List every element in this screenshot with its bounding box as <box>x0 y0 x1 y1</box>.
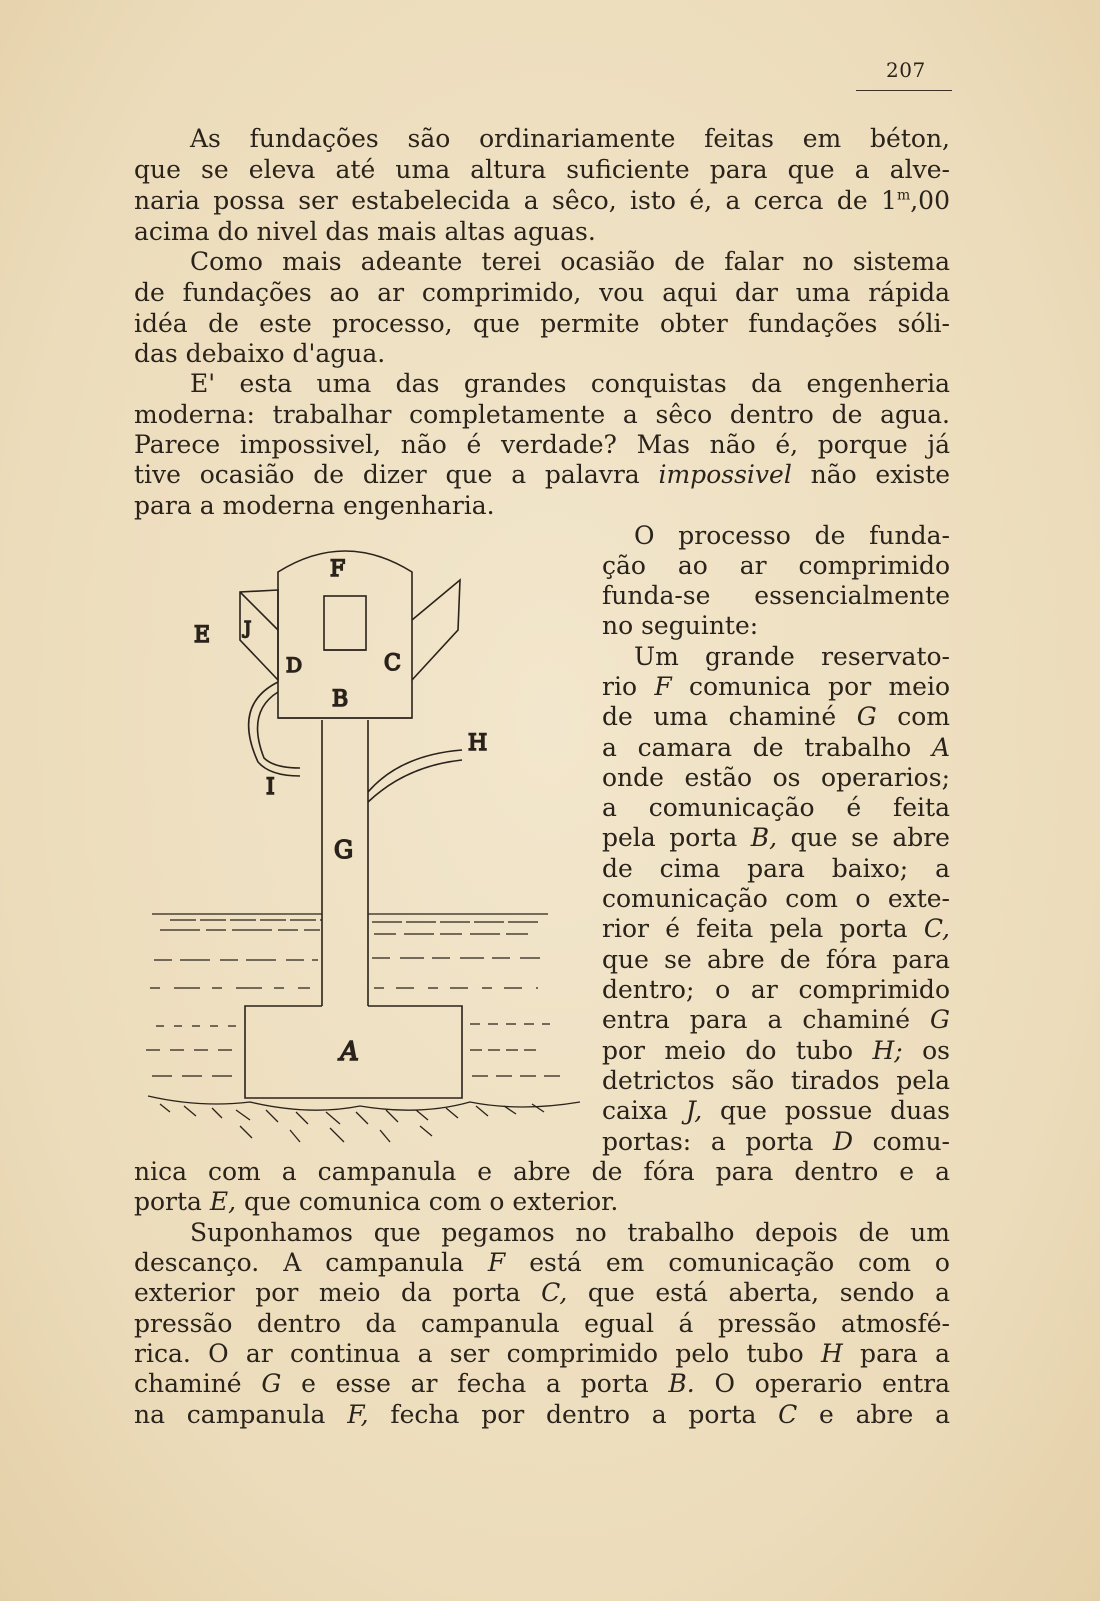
text-line: tive ocasião de dizer que a palavra impossivel não existe <box>134 460 950 489</box>
text-line: descanço. A campanula F está em comunicação com o <box>134 1248 950 1277</box>
label-b: B <box>332 687 349 712</box>
side-line: de cima para baixo; a <box>602 854 950 883</box>
side-line: caixa J, que possue duas <box>602 1096 950 1125</box>
label-h: H <box>468 731 488 756</box>
side-line: a comunicação é feita <box>602 793 950 822</box>
label-f: F <box>330 557 346 582</box>
text-line: Suponhamos que pegamos no trabalho depois de um <box>190 1218 950 1247</box>
text-line: rica. O ar continua a ser comprimido pelo tubo H para a <box>134 1339 951 1368</box>
pipe-i <box>249 682 300 776</box>
text-line: das debaixo d'agua. <box>134 339 386 368</box>
label-g: G <box>334 836 354 864</box>
text-line: E' esta uma das grandes conquistas da engenheria <box>190 369 950 398</box>
text-line: exterior por meio da porta C, que está aberta, sendo a <box>134 1278 950 1307</box>
text-line: Parece impossivel, não é verdade? Mas não é, porque já <box>134 430 950 459</box>
right-box <box>412 580 460 680</box>
side-line: comunicação com o exte- <box>602 884 950 913</box>
text-line: As fundações são ordinariamente feitas em béton, <box>190 124 950 153</box>
riverbed <box>148 1096 580 1142</box>
side-line: detrictos são tirados pela <box>602 1066 950 1095</box>
text-line: pressão dentro da campanula egual á pressão atmosfé- <box>134 1309 950 1338</box>
pipe-h-inner <box>368 760 462 802</box>
header-rule <box>856 90 952 91</box>
side-line: por meio do tubo H; os <box>602 1036 950 1065</box>
side-line: rior é feita pela porta C, <box>602 914 950 943</box>
side-line: portas: a porta D comu- <box>602 1127 950 1156</box>
label-e: E <box>194 623 211 648</box>
text-line: para a moderna engenharia. <box>134 491 495 520</box>
side-line: dentro; o ar comprimido <box>602 975 950 1004</box>
side-line: rio F comunica por meio <box>602 672 950 701</box>
label-i: I <box>266 775 275 800</box>
side-line: no seguinte: <box>602 611 759 640</box>
water-right <box>368 914 560 1076</box>
text-line: acima do nivel das mais altas aguas. <box>134 217 596 246</box>
text-line: Como mais adeante terei ocasião de falar no sistema <box>190 247 950 276</box>
text-line: idéa de este processo, que permite obter fundações sóli- <box>134 309 950 338</box>
text-line: que se eleva até uma altura suficiente para que a alve- <box>134 155 950 184</box>
label-j: J <box>244 618 252 639</box>
side-line: que se abre de fóra para <box>602 945 950 974</box>
side-line: ção ao ar comprimido <box>602 551 950 580</box>
side-line: a camara de trabalho A <box>602 733 950 762</box>
side-line: O processo de funda- <box>634 521 950 550</box>
side-line: onde estão os operarios; <box>602 763 950 792</box>
side-line: entra para a chaminé G <box>602 1005 950 1034</box>
side-line: funda-se essencialmente <box>602 581 950 610</box>
side-line: Um grande reservato- <box>634 642 950 671</box>
text-line: nica com a campanula e abre de fóra para dentro e a <box>134 1157 950 1186</box>
water-left <box>146 914 322 1076</box>
text-line: chaminé G e esse ar fecha a porta B. O operario entra <box>134 1369 950 1398</box>
side-line: pela porta B, que se abre <box>602 823 950 852</box>
caisson-diagram <box>140 530 590 1150</box>
text-line: moderna: trabalhar completamente a sêco dentro de agua. <box>134 400 950 429</box>
page-number: 207 <box>886 58 926 82</box>
label-c: C <box>384 651 401 676</box>
inner-window <box>324 596 366 650</box>
text-line: porta E, que comunica com o exterior. <box>134 1187 619 1216</box>
text-line: naria possa ser estabelecida a sêco, isto é, a cerca de 1$^m$,00 <box>134 186 950 215</box>
side-line: de uma chaminé G com <box>602 702 950 731</box>
text-line: na campanula F, fecha por dentro a porta C e abre a <box>134 1400 950 1429</box>
label-d: D <box>286 653 303 677</box>
text-line: de fundações ao ar comprimido, vou aqui dar uma rápida <box>134 278 950 307</box>
label-a: A <box>340 1037 359 1067</box>
